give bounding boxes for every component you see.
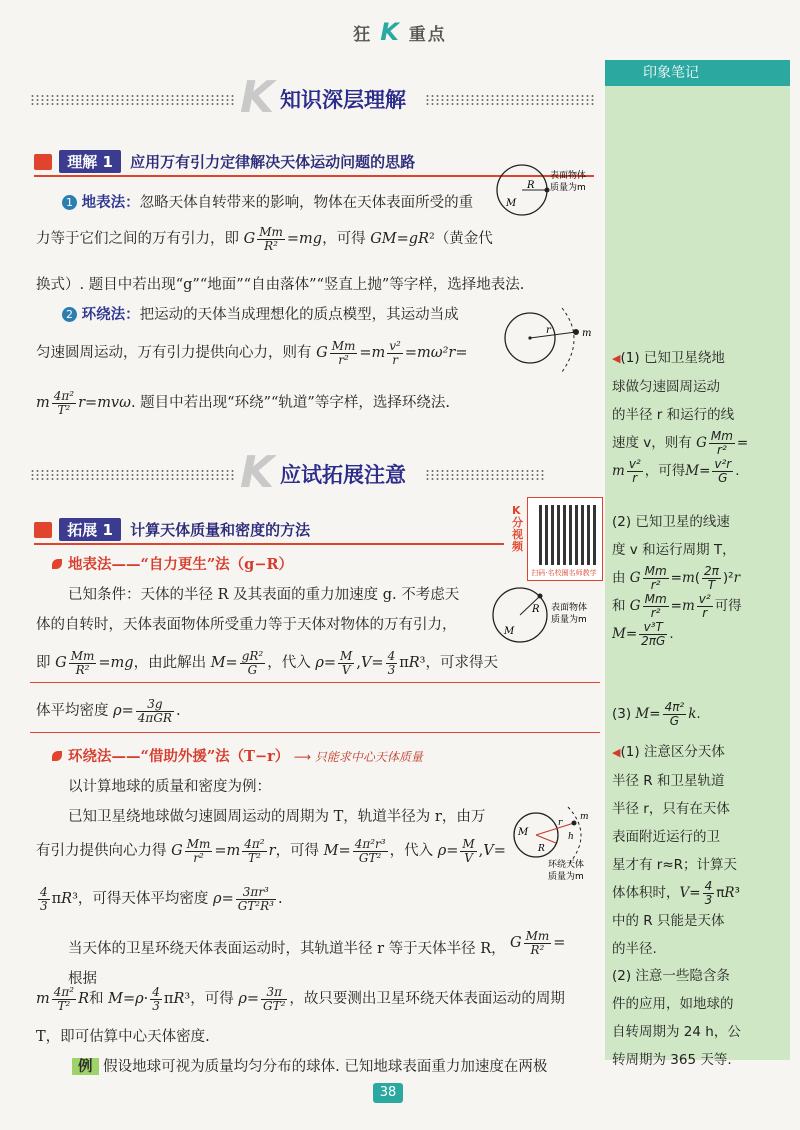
svg-text:表面物体: 表面物体 <box>550 171 587 181</box>
surface-method-heading: 地表法——“自力更生”法（g−R） <box>52 550 492 580</box>
svg-text:m: m <box>580 812 589 822</box>
book-icon <box>34 522 52 538</box>
svg-text:h: h <box>568 832 574 842</box>
brand-header: 狂 K 重点 <box>353 18 447 46</box>
note-1: ◀(1) 已知卫星绕地 球做匀速圆周运动 的半径 r 和运行的线 速度 v，则有 G $\frac{Mm}{\text{r²}}$ = m $\frac{\text{v²}}{r}$ ，可得M= $\frac{\text{v²r}}{G}$ . <box>612 350 749 485</box>
book-icon <box>34 154 52 170</box>
note-2: (2) 已知卫星的线速 度 v 和运行周期 T， 由 G $\frac{Mm}{\text{r²}}$ =m( $\frac{2\pi}{T}$ )²r 和 G $\frac{Mm}{\text{r²}}$ =m $\frac{\text{v²}}{r}$ 可得 M= $\frac{\text{v³T}}{2\pi G}$ . <box>612 514 742 648</box>
svg-text:质量为m: 质量为m <box>548 872 584 882</box>
planet-surface-diagram <box>494 160 604 230</box>
method-orbit-paragraph: 2 环绕法：把运动的天体当成理想化的质点模型，其运动当成 <box>62 300 502 330</box>
note-5: (2) 注意一些隐含条 件的应用，如地球的 自转周期为 24 h，公 转周期为 365 天等. <box>612 968 741 1068</box>
svg-text:环绕天体: 环绕天体 <box>548 860 585 870</box>
orbit-method-heading: 环绕法——“借助外援”法（T−r） ⟶ 只能求中心天体质量 <box>52 742 592 772</box>
section-header-understanding: K 知识深层理解 <box>30 80 595 120</box>
notes-sidebar-header: 印象笔记 <box>605 60 790 86</box>
example-tag: 例 <box>72 1058 99 1075</box>
brand-k-logo: K <box>380 18 401 46</box>
note-3: (3) M= $\frac{\text{4π²}}{G}$ k. <box>612 699 701 728</box>
method-surface-paragraph: 1 地表法：忽略天体自转带来的影响，物体在天体表面所受的重 <box>62 188 502 218</box>
number-2-icon: 2 <box>62 307 77 322</box>
svg-text:r: r <box>558 818 563 828</box>
note-4: ◀(1) 注意区分天体 半径 R 和卫星轨道 半径 r，只有在天体 表面附近运行的卫 星才有 r≈R；计算天 体体积时，V= $\frac{4}{3}$ πR³ 中的 R 只能是天体 的半径. <box>612 744 740 957</box>
planet-surface-diagram-2 <box>490 580 600 650</box>
qr-code[interactable] <box>537 503 601 567</box>
leaf-bullet-icon <box>52 559 62 569</box>
number-1-icon: 1 <box>62 195 77 210</box>
page-number: 38 <box>373 1083 403 1103</box>
svg-text:质量为m: 质量为m <box>551 615 587 625</box>
example-line: 例 假设地球可视为质量均匀分布的球体. 已知地球表面重力加速度在两极 <box>72 1052 602 1082</box>
subheading-understanding-1: 理解 1 应用万有引力定律解决天体运动问题的思路 <box>34 150 415 176</box>
svg-text:表面物体: 表面物体 <box>551 603 588 613</box>
video-label: K分视频 <box>512 504 523 553</box>
subheading-extension-1: 拓展 1 计算天体质量和密度的方法 <box>34 518 310 544</box>
svg-text:R: R <box>527 180 535 191</box>
svg-text:质量为m: 质量为m <box>550 183 586 193</box>
svg-text:m: m <box>582 328 592 339</box>
svg-text:M: M <box>504 626 515 637</box>
svg-text:M: M <box>518 827 529 838</box>
svg-text:M: M <box>506 198 517 209</box>
orbit-diagram <box>500 300 600 380</box>
svg-text:r: r <box>546 325 551 336</box>
svg-text:R: R <box>538 844 545 854</box>
leaf-bullet-icon <box>52 751 62 761</box>
svg-text:R: R <box>532 604 540 615</box>
section-header-exam-extension: K 应试拓展注意 <box>30 455 595 495</box>
satellite-orbit-diagram <box>508 805 603 885</box>
handwritten-note: ⟶ 只能求中心天体质量 <box>293 750 423 764</box>
